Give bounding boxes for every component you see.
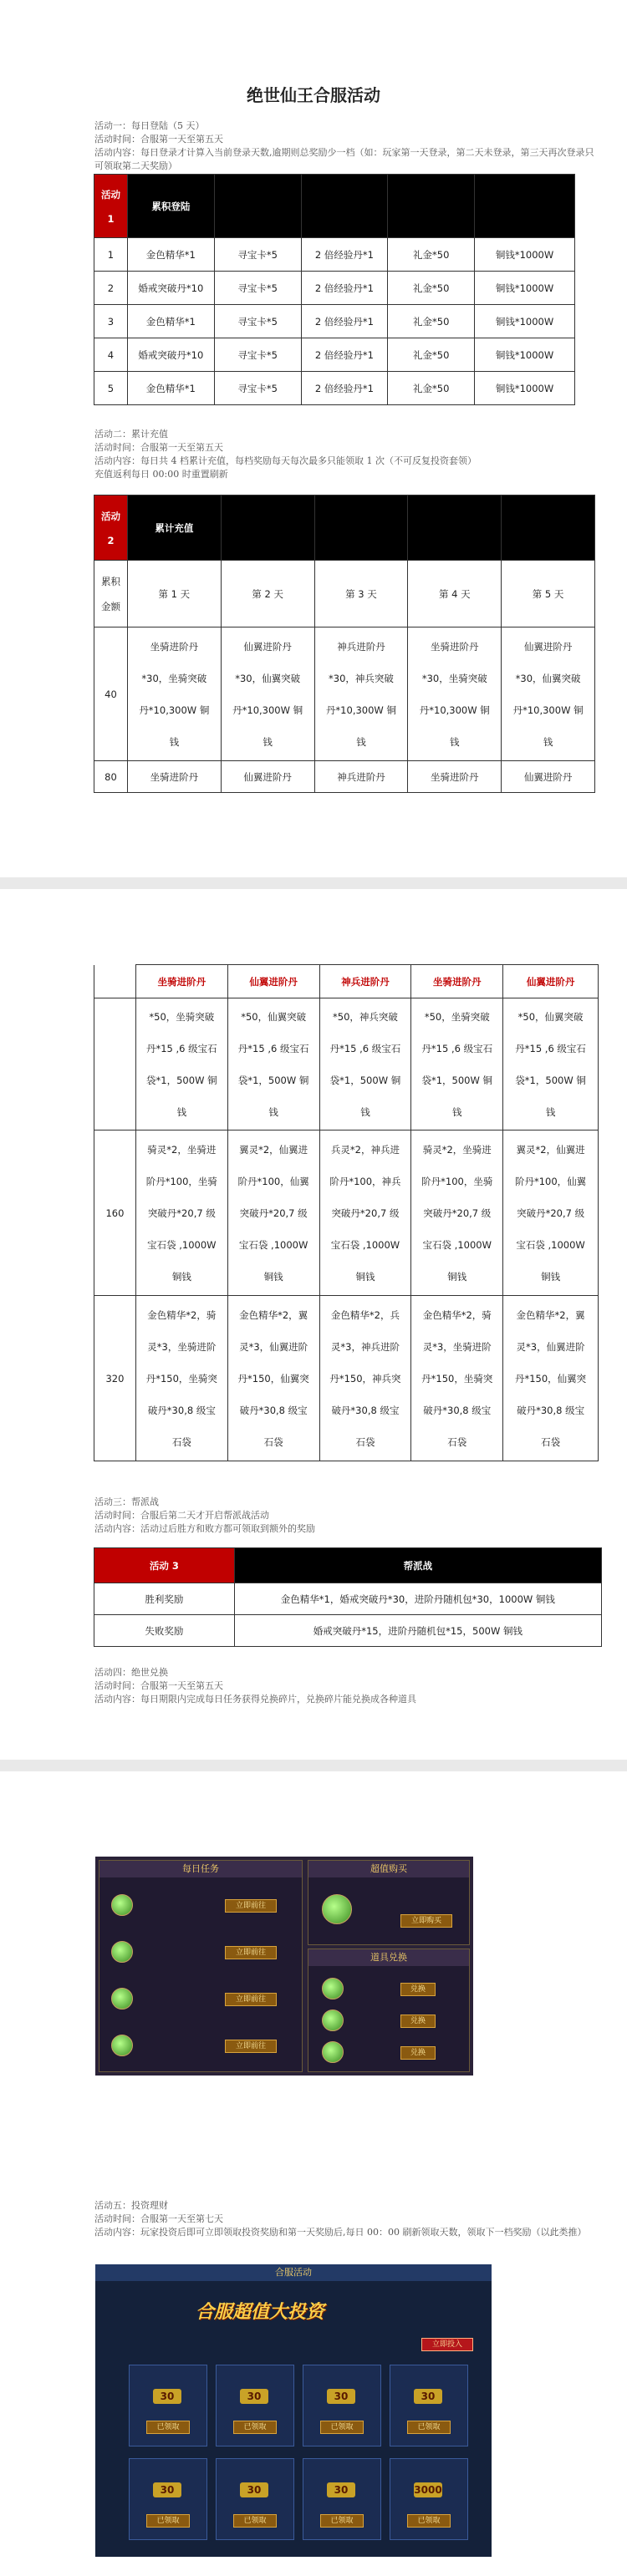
amount-cell [94,998,136,1130]
cell-line: 丹*10,300W 铜 [325,704,396,716]
daily-task-title: 每日任务 [99,1861,302,1877]
exchange-item-icon [322,2009,344,2031]
reward-cell [227,1130,319,1296]
info-line: 活动时间：合服第一天至第五天 [94,134,223,145]
table-row [94,272,575,305]
exchange-screenshot [95,1857,473,2076]
reward-cell [127,627,221,761]
reward-box [216,2365,294,2446]
cell-line: 丹*150，坐骑突 [145,1372,217,1385]
reward-cell: 神兵进阶丹 [314,761,408,793]
reward-cell: 仙翼进阶丹 [221,761,314,793]
reward-cell: 金色精华*1 [127,372,214,405]
cell-line: 丹*15 ,6 级宝石 [329,1042,401,1054]
buy-item-icon [322,1894,352,1924]
activity-2-table [94,495,595,793]
reward-cell: 坐骑进阶丹 [408,761,502,793]
cell-line: 铜钱 [355,1270,375,1283]
amount-cell: 80 [94,761,128,793]
cell-line: 金色精华*2，翼 [516,1308,585,1321]
cell-line: 阶丹*100，仙翼 [237,1175,309,1187]
amount-header [94,561,128,627]
cell-line: 钱 [268,1105,278,1118]
cell-line: 丹*15 ,6 级宝石 [421,1042,493,1054]
cell-line: 仙翼进阶丹 [243,640,292,653]
day-header: 第 1 天 [127,561,221,627]
claim-button[interactable]: 已领取 [233,2421,277,2434]
reward-cell: 寻宝卡*5 [214,338,301,372]
cell-line: 铜钱 [263,1270,283,1283]
cell-line: *50，神兵突破 [333,1010,398,1023]
cell-line: 铜钱 [541,1270,561,1283]
reward-cell: 礼金*50 [388,272,475,305]
reward-cell: 仙翼进阶丹 [503,965,599,998]
activity-1-table [94,174,575,405]
exchange-item-icon [322,1978,344,1999]
info-line: 活动二：累计充值 [94,429,168,439]
reward-box [390,2365,468,2446]
cell-line: 铜钱 [447,1270,467,1283]
cell-line: 石袋 [447,1435,467,1448]
cell-line: 石袋 [171,1435,191,1448]
activity-label-text: 活动 [100,510,120,522]
cell-line: 阶丹*100，神兵 [329,1175,401,1187]
cell-line: *50，坐骑突破 [424,1010,490,1023]
invest-button[interactable]: 立即投入 [421,2338,473,2351]
page-2 [0,889,627,1760]
investment-screenshot [95,2264,492,2557]
reward-cell: 婚戒突破丹*10 [127,272,214,305]
go-button[interactable]: 立即前往 [225,2040,277,2053]
reward-cell [319,1130,411,1296]
reward-cell: 铜钱*1000W [475,272,575,305]
claim-button[interactable]: 已领取 [233,2514,277,2528]
cell-line: 铜钱 [171,1270,191,1283]
cell-line: 破丹*30,8 级宝 [147,1404,216,1416]
go-button[interactable]: 立即前往 [225,1946,277,1959]
cell-line: 仙翼进阶丹 [523,640,573,653]
buy-button[interactable]: 立即购买 [400,1914,452,1928]
cell-line: *30，仙翼突破 [235,672,301,684]
day-header: 第 5 天 [502,561,595,627]
coin-amount: 3000 [414,2484,442,2496]
activity-number: 1 [107,212,115,225]
day-header: 第 2 天 [221,561,314,627]
cell-line: 阶丹*100，坐骑 [145,1175,217,1187]
claim-button[interactable]: 已领取 [320,2514,364,2528]
reward-cell [319,1296,411,1461]
cell-line: 突破丹*20,7 级 [331,1207,400,1219]
activity-3-header: 帮派战 [234,1548,601,1583]
exchange-button[interactable]: 兑换 [400,2015,436,2028]
day-header: 第 4 天 [408,561,502,627]
cell-line: 袋*1，500W 铜 [146,1074,217,1086]
reward-cell [135,1296,227,1461]
cell-line: 袋*1，500W 铜 [237,1074,309,1086]
info-line: 活动时间：合服第一天至第五天 [94,1680,223,1691]
info-line: 活动三：帮派战 [94,1496,159,1507]
table-row [94,305,575,338]
table-row [94,372,575,405]
item-exchange-title: 道具兑换 [308,1949,469,1966]
cell-line: 丹*150，坐骑突 [421,1372,493,1385]
cell-line: 钱 [450,735,460,748]
amount-cell: 160 [94,1130,136,1296]
reward-cell [411,998,503,1130]
reward-cell [135,998,227,1130]
cell-line: 袋*1，500W 铜 [329,1074,401,1086]
reward-cell: 寻宝卡*5 [214,372,301,405]
reward-box [129,2458,207,2540]
activity-3-label: 活动 3 [94,1548,235,1583]
cell-line: 钱 [452,1105,462,1118]
reward-box [303,2365,381,2446]
reward-cell [503,1296,599,1461]
cell-line: 宝石袋 ,1000W [147,1238,217,1251]
reward-cell [411,1296,503,1461]
cell-line: 阶丹*100，坐骑 [421,1175,493,1187]
exchange-button[interactable]: 兑换 [400,1983,436,1996]
info-line: 活动内容：活动过后胜方和败方都可领取到额外的奖励 [94,1523,315,1534]
go-button[interactable]: 立即前往 [225,1993,277,2006]
coin-amount: 30 [153,2389,181,2404]
cell-line: 石袋 [355,1435,375,1448]
amount-cell: 40 [94,627,128,761]
cell-line: 袋*1，500W 铜 [421,1074,493,1086]
cell-line: 阶丹*100，仙翼 [514,1175,587,1187]
activity-number: 2 [107,534,115,546]
coin-amount: 30 [414,2389,442,2404]
coin-amount: 30 [240,2482,268,2497]
info-line: 活动时间：合服第一天至第七天 [94,2213,223,2224]
info-line: 活动四：绝世兑换 [94,1667,168,1678]
activity-label [94,175,128,238]
item-exchange-panel [308,1949,470,2072]
claim-button[interactable]: 已领取 [320,2421,364,2434]
cell-line: 破丹*30,8 级宝 [239,1404,308,1416]
cell-line: 钱 [169,735,180,748]
cell-line: 金色精华*2，骑 [147,1308,217,1321]
info-line: 活动内容：玩家投资后即可立即领取投资奖励和第一天奖励后,每日 00：00 刷新领取天数，领取下一档奖励（以此类推） [94,2227,587,2238]
reward-cell [503,998,599,1130]
cell-line: 丹*10,300W 铜 [512,704,584,716]
table-header: 累计充值 [127,495,221,561]
cell-line: 丹*10,300W 铜 [232,704,303,716]
cell-line: 金色精华*2，翼 [239,1308,308,1321]
cell-line: 石袋 [541,1435,561,1448]
cell-line: 突破丹*20,7 级 [147,1207,216,1219]
cell-line: 翼灵*2，仙翼进 [239,1143,308,1156]
reward-cell: 寻宝卡*5 [214,238,301,272]
reward-cell: 2 倍经验丹*1 [301,272,388,305]
cell-line: 钱 [545,1105,556,1118]
cell-line: *50，仙翼突破 [517,1010,584,1023]
cell-line: *30，仙翼突破 [515,672,581,684]
investment-top-title: 合服活动 [95,2264,492,2281]
amount-header-line: 金额 [100,600,120,612]
investment-banner: 合服超值大投资 [196,2302,325,2323]
reward-cell: 坐骑进阶丹 [135,965,227,998]
day-cell: 4 [94,338,128,372]
amount-header-line: 累积 [100,575,120,587]
exchange-item-icon [322,2041,344,2063]
cell-line: 钱 [360,1105,370,1118]
reward-cell: 婚戒突破丹*10 [127,338,214,372]
reward-cell: 金色精华*1 [127,305,214,338]
reward-cell: 金色精华*1 [127,238,214,272]
reward-cell: 仙翼进阶丹 [502,761,595,793]
reward-cell: 铜钱*1000W [475,372,575,405]
value-buy-title: 超值购买 [308,1861,469,1877]
cell-line: *30，坐骑突破 [141,672,207,684]
cell-line: 突破丹*20,7 级 [239,1207,308,1219]
day-cell: 3 [94,305,128,338]
table-header: 累积登陆 [127,175,214,238]
day-header: 第 3 天 [314,561,408,627]
coin-amount: 30 [240,2389,268,2404]
amount-cell: 320 [94,1296,136,1461]
activity-2-info [94,428,596,481]
reward-box [129,2365,207,2446]
reward-box [216,2458,294,2540]
claim-button[interactable]: 已领取 [146,2514,190,2528]
reward-cell: 仙翼进阶丹 [227,965,319,998]
task-item-icon [111,1988,133,2009]
page-3 [0,1771,627,2576]
activity-3-table [94,1547,602,1647]
reward-cell [411,1130,503,1296]
activity-3-info [94,1496,596,1536]
activity-label-text: 活动 [100,188,120,201]
table-row [94,338,575,372]
cell-line: 灵*3，神兵进阶 [330,1340,400,1353]
reward-type: 胜利奖励 [94,1583,235,1615]
reward-cell: 2 倍经验丹*1 [301,305,388,338]
cell-line: 金色精华*2，兵 [330,1308,400,1321]
reward-cell: 2 倍经验丹*1 [301,338,388,372]
cell-line: 丹*10,300W 铜 [419,704,490,716]
reward-cell: 2 倍经验丹*1 [301,238,388,272]
info-line: 活动时间：合服第一天至第五天 [94,442,223,453]
daily-task-panel [99,1860,303,2072]
cell-line: 丹*15 ,6 级宝石 [515,1042,586,1054]
info-line: 活动一：每日登陆（5 天） [94,120,205,131]
activity-5-info [94,2199,596,2239]
cell-line: 破丹*30,8 级宝 [331,1404,400,1416]
day-cell: 5 [94,372,128,405]
cell-line: 灵*3，坐骑进阶 [147,1340,217,1353]
reward-cell: 2 倍经验丹*1 [301,372,388,405]
task-item-icon [111,1894,133,1916]
reward-cell: 礼金*50 [388,305,475,338]
cell-line: 丹*150，仙翼突 [514,1372,587,1385]
cell-line: 坐骑进阶丹 [431,640,479,653]
value-buy-panel [308,1860,470,1945]
reward-cell [135,1130,227,1296]
cell-line: *50，仙翼突破 [241,1010,307,1023]
go-button[interactable]: 立即前往 [225,1899,277,1913]
reward-cell [227,998,319,1130]
cell-line: 灵*3，仙翼进阶 [516,1340,585,1353]
cell-line: 破丹*30,8 级宝 [517,1404,585,1416]
cell-line: 骑灵*2，坐骑进 [422,1143,492,1156]
reward-box [303,2458,381,2540]
reward-cell [227,1296,319,1461]
cell-line: 金色精华*2，骑 [422,1308,492,1321]
reward-cell [319,998,411,1130]
reward-cell: 寻宝卡*5 [214,305,301,338]
cell-line: 袋*1，500W 铜 [515,1074,586,1086]
reward-cell: 铜钱*1000W [475,338,575,372]
info-line: 充值返利每日 00:00 时重置刷新 [94,469,228,480]
reward-box [390,2458,468,2540]
reward-detail: 婚戒突破丹*15，进阶丹随机包*15，500W 铜钱 [234,1615,601,1647]
day-cell: 2 [94,272,128,305]
cell-line: 坐骑进阶丹 [150,640,199,653]
task-item-icon [111,1941,133,1963]
cell-line: 宝石袋 ,1000W [238,1238,308,1251]
reward-detail: 金色精华*1，婚戒突破丹*30，进阶丹随机包*30，1000W 铜钱 [234,1583,601,1615]
reward-cell: 神兵进阶丹 [319,965,411,998]
info-line: 活动内容：每日共 4 档累计充值，每档奖励每天每次最多只能领取 1 次（不可反复投资套领） [94,455,477,466]
cell-line: 石袋 [263,1435,283,1448]
task-item-icon [111,2035,133,2056]
cell-line: 宝石袋 ,1000W [516,1238,585,1251]
cell-line: 钱 [356,735,366,748]
cell-line: *30，神兵突破 [329,672,394,684]
cell-line: 翼灵*2，仙翼进 [516,1143,585,1156]
cell-line: 宝石袋 ,1000W [422,1238,492,1251]
cell-line: 钱 [176,1105,187,1118]
page-title: 绝世仙王合服活动 [247,85,380,105]
cell-line: 丹*150，仙翼突 [237,1372,309,1385]
reward-cell: 礼金*50 [388,238,475,272]
claim-button[interactable]: 已领取 [407,2421,451,2434]
day-cell: 1 [94,238,128,272]
reward-cell: 坐骑进阶丹 [411,965,503,998]
reward-cell [314,627,408,761]
table-row [94,238,575,272]
cell-line: 突破丹*20,7 级 [517,1207,585,1219]
reward-cell: 礼金*50 [388,372,475,405]
coin-amount: 30 [327,2389,355,2404]
coin-amount: 30 [153,2482,181,2497]
cell-line: 兵灵*2，神兵进 [330,1143,400,1156]
cell-line: 神兵进阶丹 [337,640,385,653]
reward-cell [502,627,595,761]
reward-cell [221,627,314,761]
reward-cell [503,1130,599,1296]
cell-line: 宝石袋 ,1000W [330,1238,400,1251]
info-line: 活动内容：每日期限内完成每日任务获得兑换碎片，兑换碎片能兑换成各种道具 [94,1694,416,1705]
reward-type: 失败奖励 [94,1615,235,1647]
reward-cell: 礼金*50 [388,338,475,372]
cell-line: 骑灵*2，坐骑进 [147,1143,217,1156]
cell-line: 丹*10,300W 铜 [139,704,210,716]
cell-line: *30，坐骑突破 [421,672,487,684]
cell-line: 丹*15 ,6 级宝石 [237,1042,309,1054]
reward-cell [408,627,502,761]
cell-line: 丹*15 ,6 级宝石 [145,1042,217,1054]
activity-4-info [94,1666,596,1706]
exchange-button[interactable]: 兑换 [400,2046,436,2060]
reward-cell: 坐骑进阶丹 [127,761,221,793]
claim-button[interactable]: 已领取 [407,2514,451,2528]
cell-line: 丹*150，神兵突 [329,1372,401,1385]
activity-2-table-continued [94,964,599,1461]
reward-cell: 铜钱*1000W [475,305,575,338]
cell-line: 破丹*30,8 级宝 [423,1404,492,1416]
amount-cell [94,965,136,998]
reward-cell: 铜钱*1000W [475,238,575,272]
cell-line: 灵*3，仙翼进阶 [239,1340,308,1353]
coin-amount: 30 [327,2482,355,2497]
claim-button[interactable]: 已领取 [146,2421,190,2434]
activity-label [94,495,128,561]
cell-line: 灵*3，坐骑进阶 [422,1340,492,1353]
info-line: 活动五：投资理财 [94,2200,168,2211]
page-1 [0,0,627,877]
cell-line: 钱 [263,735,273,748]
cell-line: 突破丹*20,7 级 [423,1207,492,1219]
reward-cell: 寻宝卡*5 [214,272,301,305]
info-line: 活动内容：每日登录才计算入当前登录天数,逾期则总奖励少一档（如：玩家第一天登录，第二天未登录，第三天再次登录只可领取第二天奖励） [94,147,594,171]
activity-1-info [94,119,596,173]
cell-line: *50，坐骑突破 [149,1010,215,1023]
info-line: 活动时间：合服后第二天才开启帮派战活动 [94,1510,269,1521]
cell-line: 钱 [543,735,553,748]
